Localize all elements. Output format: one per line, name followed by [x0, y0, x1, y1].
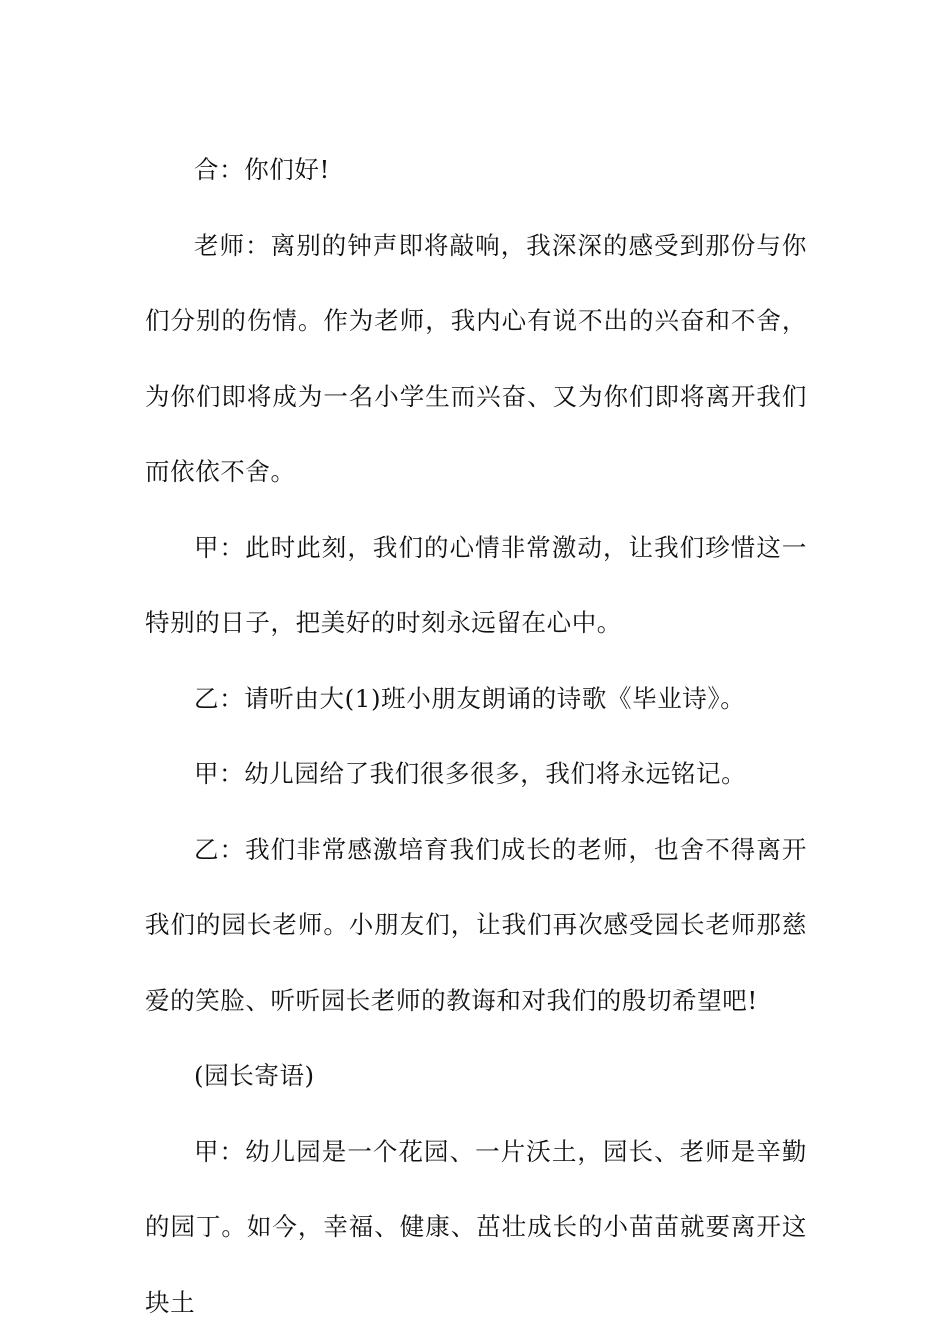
- paragraph-teacher: 老师：离别的钟声即将敲响，我深深的感受到那份与你们分别的伤情。作为老师，我内心有说不出的兴奋和不舍，为你们即将成为一名小学生而兴奋、又为你们即将离开我们而依依不舍。: [145, 230, 807, 486]
- paragraph-host-b-2: 乙：我们非常感激培育我们成长的老师，也舍不得离开我们的园长老师。小朋友们，让我们再次感受园长老师那慈爱的笑脸、听听园长老师的教诲和对我们的殷切希望吧!: [145, 834, 807, 1015]
- paragraph-host-b-1: 乙：请听由大(1)班小朋友朗诵的诗歌《毕业诗》。: [194, 683, 746, 713]
- paragraph-host-a-1: 甲：此时此刻，我们的心情非常激动，让我们珍惜这一特别的日子，把美好的时刻永远留在心中。: [145, 532, 807, 637]
- paragraph-stage-note: (园长寄语): [194, 1061, 315, 1090]
- paragraph-greeting: 合：你们好!: [194, 155, 330, 184]
- paragraph-host-a-3: 甲：幼儿园是一个花园、一片沃土，园长、老师是辛勤的园丁。如今，幸福、健康、茁壮成长的小苗苗就要离开这块土: [145, 1136, 807, 1317]
- paragraph-host-a-2: 甲：幼儿园给了我们很多很多，我们将永远铭记。: [194, 759, 747, 788]
- document-body: [145, 132, 807, 1340]
